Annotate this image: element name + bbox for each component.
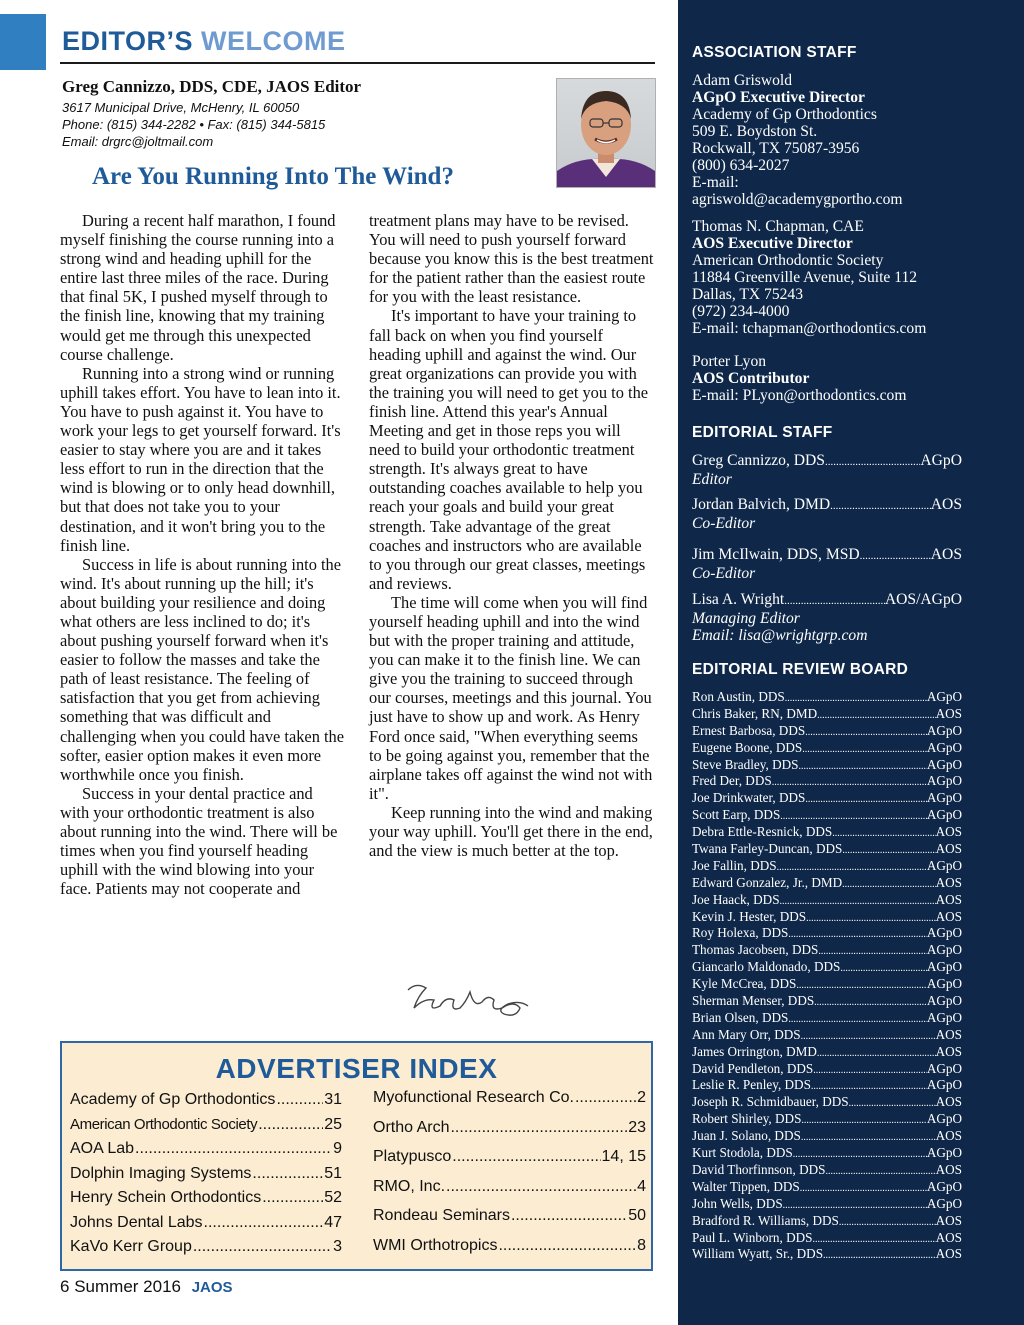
advertiser-entry[interactable]: KaVo Kerr Group ..... 3 bbox=[70, 1238, 342, 1263]
issue-label: Summer 2016 bbox=[74, 1277, 181, 1296]
advertiser-entry[interactable]: Ortho Arch ..... 23 bbox=[373, 1119, 646, 1149]
review-board-member: Juan J. Solano, DDS ..... AOS bbox=[692, 1128, 962, 1145]
advertiser-entry[interactable]: Rondeau Seminars ..... 50 bbox=[373, 1207, 646, 1237]
review-board-member: Steve Bradley, DDS ..... AGpO bbox=[692, 757, 962, 774]
article-column-2 bbox=[369, 211, 654, 860]
staff-contact-lyon: Porter Lyon AOS Contributor E-mail: PLyon@orthodontics.com bbox=[692, 353, 1012, 404]
section-title: EDITOR’S WELCOME bbox=[62, 26, 346, 56]
review-board-member: Robert Shirley, DDS ..... AGpO bbox=[692, 1111, 962, 1128]
page-footer bbox=[60, 1277, 233, 1297]
advertiser-entry[interactable]: WMI Orthotropics ..... 8 bbox=[373, 1237, 646, 1267]
journal-label: JAOS bbox=[191, 1279, 233, 1296]
review-board-member: Eugene Boone, DDS ..... AGpO bbox=[692, 740, 962, 757]
review-board-member: Joe Fallin, DDS ..... AGpO bbox=[692, 858, 962, 875]
review-board-member: David Pendleton, DDS ..... AGpO bbox=[692, 1061, 962, 1078]
paragraph: During a recent half marathon, I found myself finishing the course running into a strong wind and heading uphill for the entire last three miles of the race. During that final 5K, I pushed myself through to the finish line, knowing that my training would get me through this unexpected course challenge. bbox=[60, 211, 336, 364]
review-board-member: Kurt Stodola, DDS ..... AGpO bbox=[692, 1145, 962, 1162]
advertiser-entry[interactable]: Dolphin Imaging Systems ..... 51 bbox=[70, 1165, 342, 1190]
review-board-member: Joseph R. Schmidbauer, DDS ..... AOS bbox=[692, 1094, 962, 1111]
advertiser-entry[interactable]: Johns Dental Labs ..... 47 bbox=[70, 1214, 342, 1239]
review-board-member: John Wells, DDS ..... AGpO bbox=[692, 1196, 962, 1213]
review-board-member: Ernest Barbosa, DDS ..... AGpO bbox=[692, 723, 962, 740]
email-link[interactable]: Email: lisa@wrightgrp.com bbox=[692, 627, 868, 644]
review-board-member: Ron Austin, DDS ..... AGpO bbox=[692, 689, 962, 706]
email-link[interactable]: E-mail: PLyon@orthodontics.com bbox=[692, 387, 907, 404]
review-board-member: Debra Ettle-Resnick, DDS ..... AOS bbox=[692, 824, 962, 841]
paragraph: Running into a strong wind or running uphill takes effort. You have to lean into it. You have to push against it. You have to work your legs to get yourself forward. It's easier to stay where you are and it takes less effort to run in the direction that the wind is blowing or to only head downhill, but that does not take you to your destination, and it won't bring you to the finish line. bbox=[60, 363, 341, 555]
staff-contact-chapman: Thomas N. Chapman, CAE AOS Executive Director American Orthodontic Society 11884 Greenville Avenue, Suite 112 Dallas, TX 75243 (972) 234-4000 E-mail: tchapman@orthodontics.com bbox=[692, 218, 1012, 337]
review-board-member: Fred Der, DDS ..... AGpO bbox=[692, 773, 962, 790]
advertiser-entry[interactable]: Henry Schein Orthodontics ..... 52 bbox=[70, 1189, 342, 1214]
review-board-member: Bradford R. Williams, DDS ..... AOS bbox=[692, 1213, 962, 1230]
editor-contact bbox=[62, 77, 542, 150]
editorial-staff-row: Jim McIlwain, DDS, MSD ..... AOS Co-Editor bbox=[692, 546, 962, 582]
title-rule bbox=[60, 62, 655, 64]
advertiser-list-right bbox=[373, 1089, 646, 1267]
email-link[interactable]: agriswold@academygportho.com bbox=[692, 191, 903, 208]
association-staff-heading: ASSOCIATION STAFF bbox=[692, 44, 857, 61]
review-board-member: Joe Haack, DDS ..... AOS bbox=[692, 892, 962, 909]
review-board-member: Kevin J. Hester, DDS ..... AOS bbox=[692, 909, 962, 926]
review-board-member: Leslie R. Penley, DDS ..... AGpO bbox=[692, 1077, 962, 1094]
advertiser-index-title: ADVERTISER INDEX bbox=[215, 1053, 498, 1084]
review-board-member: Edward Gonzalez, Jr., DMD ..... AOS bbox=[692, 875, 962, 892]
review-board-member: William Wyatt, Sr., DDS ..... AOS bbox=[692, 1246, 962, 1263]
review-board-member: Sherman Menser, DDS ..... AGpO bbox=[692, 993, 962, 1010]
editorial-staff-row: Greg Cannizzo, DDS ..... AGpO Editor bbox=[692, 452, 962, 488]
editorial-staff-row: Jordan Balvich, DMD ..... AOS Co-Editor bbox=[692, 496, 962, 532]
article-column-1 bbox=[60, 211, 345, 898]
review-board-member: Kyle McCrea, DDS ..... AGpO bbox=[692, 976, 962, 993]
editor-phone: Phone: (815) 344-2282 • Fax: (815) 344-5815 bbox=[62, 117, 326, 132]
email-link[interactable]: E-mail: tchapman@orthodontics.com bbox=[692, 320, 927, 337]
staff-contact-griswold: Adam Griswold AGpO Executive Director Academy of Gp Orthodontics 509 E. Boydston St. Rockwall, TX 75087-3956 (800) 634-2027 E-mail: agriswold@academygportho.com bbox=[692, 72, 1012, 208]
editorial-staff-row: Lisa A. Wright ..... AOS/AGpO Managing Editor Email: lisa@wrightgrp.com bbox=[692, 591, 962, 644]
editor-signature bbox=[404, 978, 534, 1027]
review-board-member: Chris Baker, RN, DMD ..... AOS bbox=[692, 706, 962, 723]
review-board-list bbox=[692, 689, 962, 1263]
advertiser-entry[interactable]: AOA Lab ..... 9 bbox=[70, 1140, 342, 1165]
paragraph: The time will come when you will find yourself heading uphill and into the wind but with the proper training and attitude, you can make it to the finish line. We can give you the training to succeed through our courses, meetings and this journal. You just have to show up and work. As Henry Ford once said, "When everything seems to be going against you, remember that the airplane takes off against the wind not with it". bbox=[369, 592, 653, 803]
advertiser-entry[interactable]: Myofunctional Research Co. ..... 2 bbox=[373, 1089, 646, 1119]
editor-email: Email: drgrc@joltmail.com bbox=[62, 134, 214, 149]
review-board-member: Roy Holexa, DDS ..... AGpO bbox=[692, 925, 962, 942]
section-tab-marker bbox=[0, 14, 46, 70]
review-board-member: David Thorfinnson, DDS ..... AOS bbox=[692, 1162, 962, 1179]
paragraph: treatment plans may have to be revised. You will need to push yourself forward because you know this is the best treatment for the patient rather than the easiest route for you with the least resistance. bbox=[369, 211, 654, 307]
advertiser-index bbox=[60, 1041, 653, 1271]
advertiser-list-left bbox=[70, 1091, 342, 1263]
review-board-member: Paul L. Winborn, DDS ..... AOS bbox=[692, 1230, 962, 1247]
review-board-member: Ann Mary Orr, DDS ..... AOS bbox=[692, 1027, 962, 1044]
paragraph: Keep running into the wind and making your way uphill. You'll get there in the end, and the view is much better at the top. bbox=[369, 802, 653, 861]
review-board-member: Walter Tippen, DDS ..... AGpO bbox=[692, 1179, 962, 1196]
advertiser-entry[interactable]: Platypusco ..... 14, 15 bbox=[373, 1148, 646, 1178]
advertiser-entry[interactable]: Academy of Gp Orthodontics ..... 31 bbox=[70, 1091, 342, 1116]
review-board-member: Twana Farley-Duncan, DDS ..... AOS bbox=[692, 841, 962, 858]
review-board-member: Brian Olsen, DDS ..... AGpO bbox=[692, 1010, 962, 1027]
paragraph: It's important to have your training to fall back on when you find yourself heading uphill and against the wind. Our great organizations can provide you with the training you will need to get you to the finish line. Attend this year's Annual Meeting and get in those reps you will need to build your orthodontic treatment strength. It's always great to have outstanding coaches available to help you reach your goals and build your great strength. Take advantage of the great coaches and instructors who are available to you through our great classes, meetings and reviews. bbox=[369, 306, 649, 593]
review-board-member: Scott Earp, DDS ..... AGpO bbox=[692, 807, 962, 824]
editorial-staff-heading: EDITORIAL STAFF bbox=[692, 424, 833, 441]
review-board-member: Thomas Jacobsen, DDS ..... AGpO bbox=[692, 942, 962, 959]
staff-sidebar bbox=[678, 0, 1024, 1325]
review-board-member: Joe Drinkwater, DDS ..... AGpO bbox=[692, 790, 962, 807]
advertiser-entry[interactable]: RMO, Inc. ..... 4 bbox=[373, 1178, 646, 1208]
editor-photo bbox=[556, 78, 656, 188]
article-headline: Are You Running Into The Wind? bbox=[92, 163, 454, 190]
review-board-heading: EDITORIAL REVIEW BOARD bbox=[692, 661, 909, 678]
page-number: 6 bbox=[60, 1277, 70, 1296]
paragraph: Success in your dental practice and with your orthodontic treatment is also about running into the wind. There will be times when you find yourself heading uphill with the wind blowing into your face. Patients may not cooperate and bbox=[60, 783, 338, 899]
review-board-member: Giancarlo Maldonado, DDS ..... AGpO bbox=[692, 959, 962, 976]
advertiser-entry[interactable]: American Orthodontic Society ..... 25 bbox=[70, 1116, 342, 1141]
review-board-member: James Orrington, DMD ..... AOS bbox=[692, 1044, 962, 1061]
paragraph: Success in life is about running into the wind. It's about running up the hill; it's about building your resilience and doing what others are less inclined to do; it's about pushing yourself forward when it's easier to follow the masses and take the path of least resistance. The feeling of satisfaction that you get from achieving something that was difficult and challenging when you could have taken the softer, easier option makes it even more worthwhile once you finish. bbox=[60, 554, 345, 784]
editor-name: Greg Cannizzo, DDS, CDE, JAOS Editor bbox=[62, 77, 362, 96]
editor-address: 3617 Municipal Drive, McHenry, IL 60050 bbox=[62, 100, 300, 115]
